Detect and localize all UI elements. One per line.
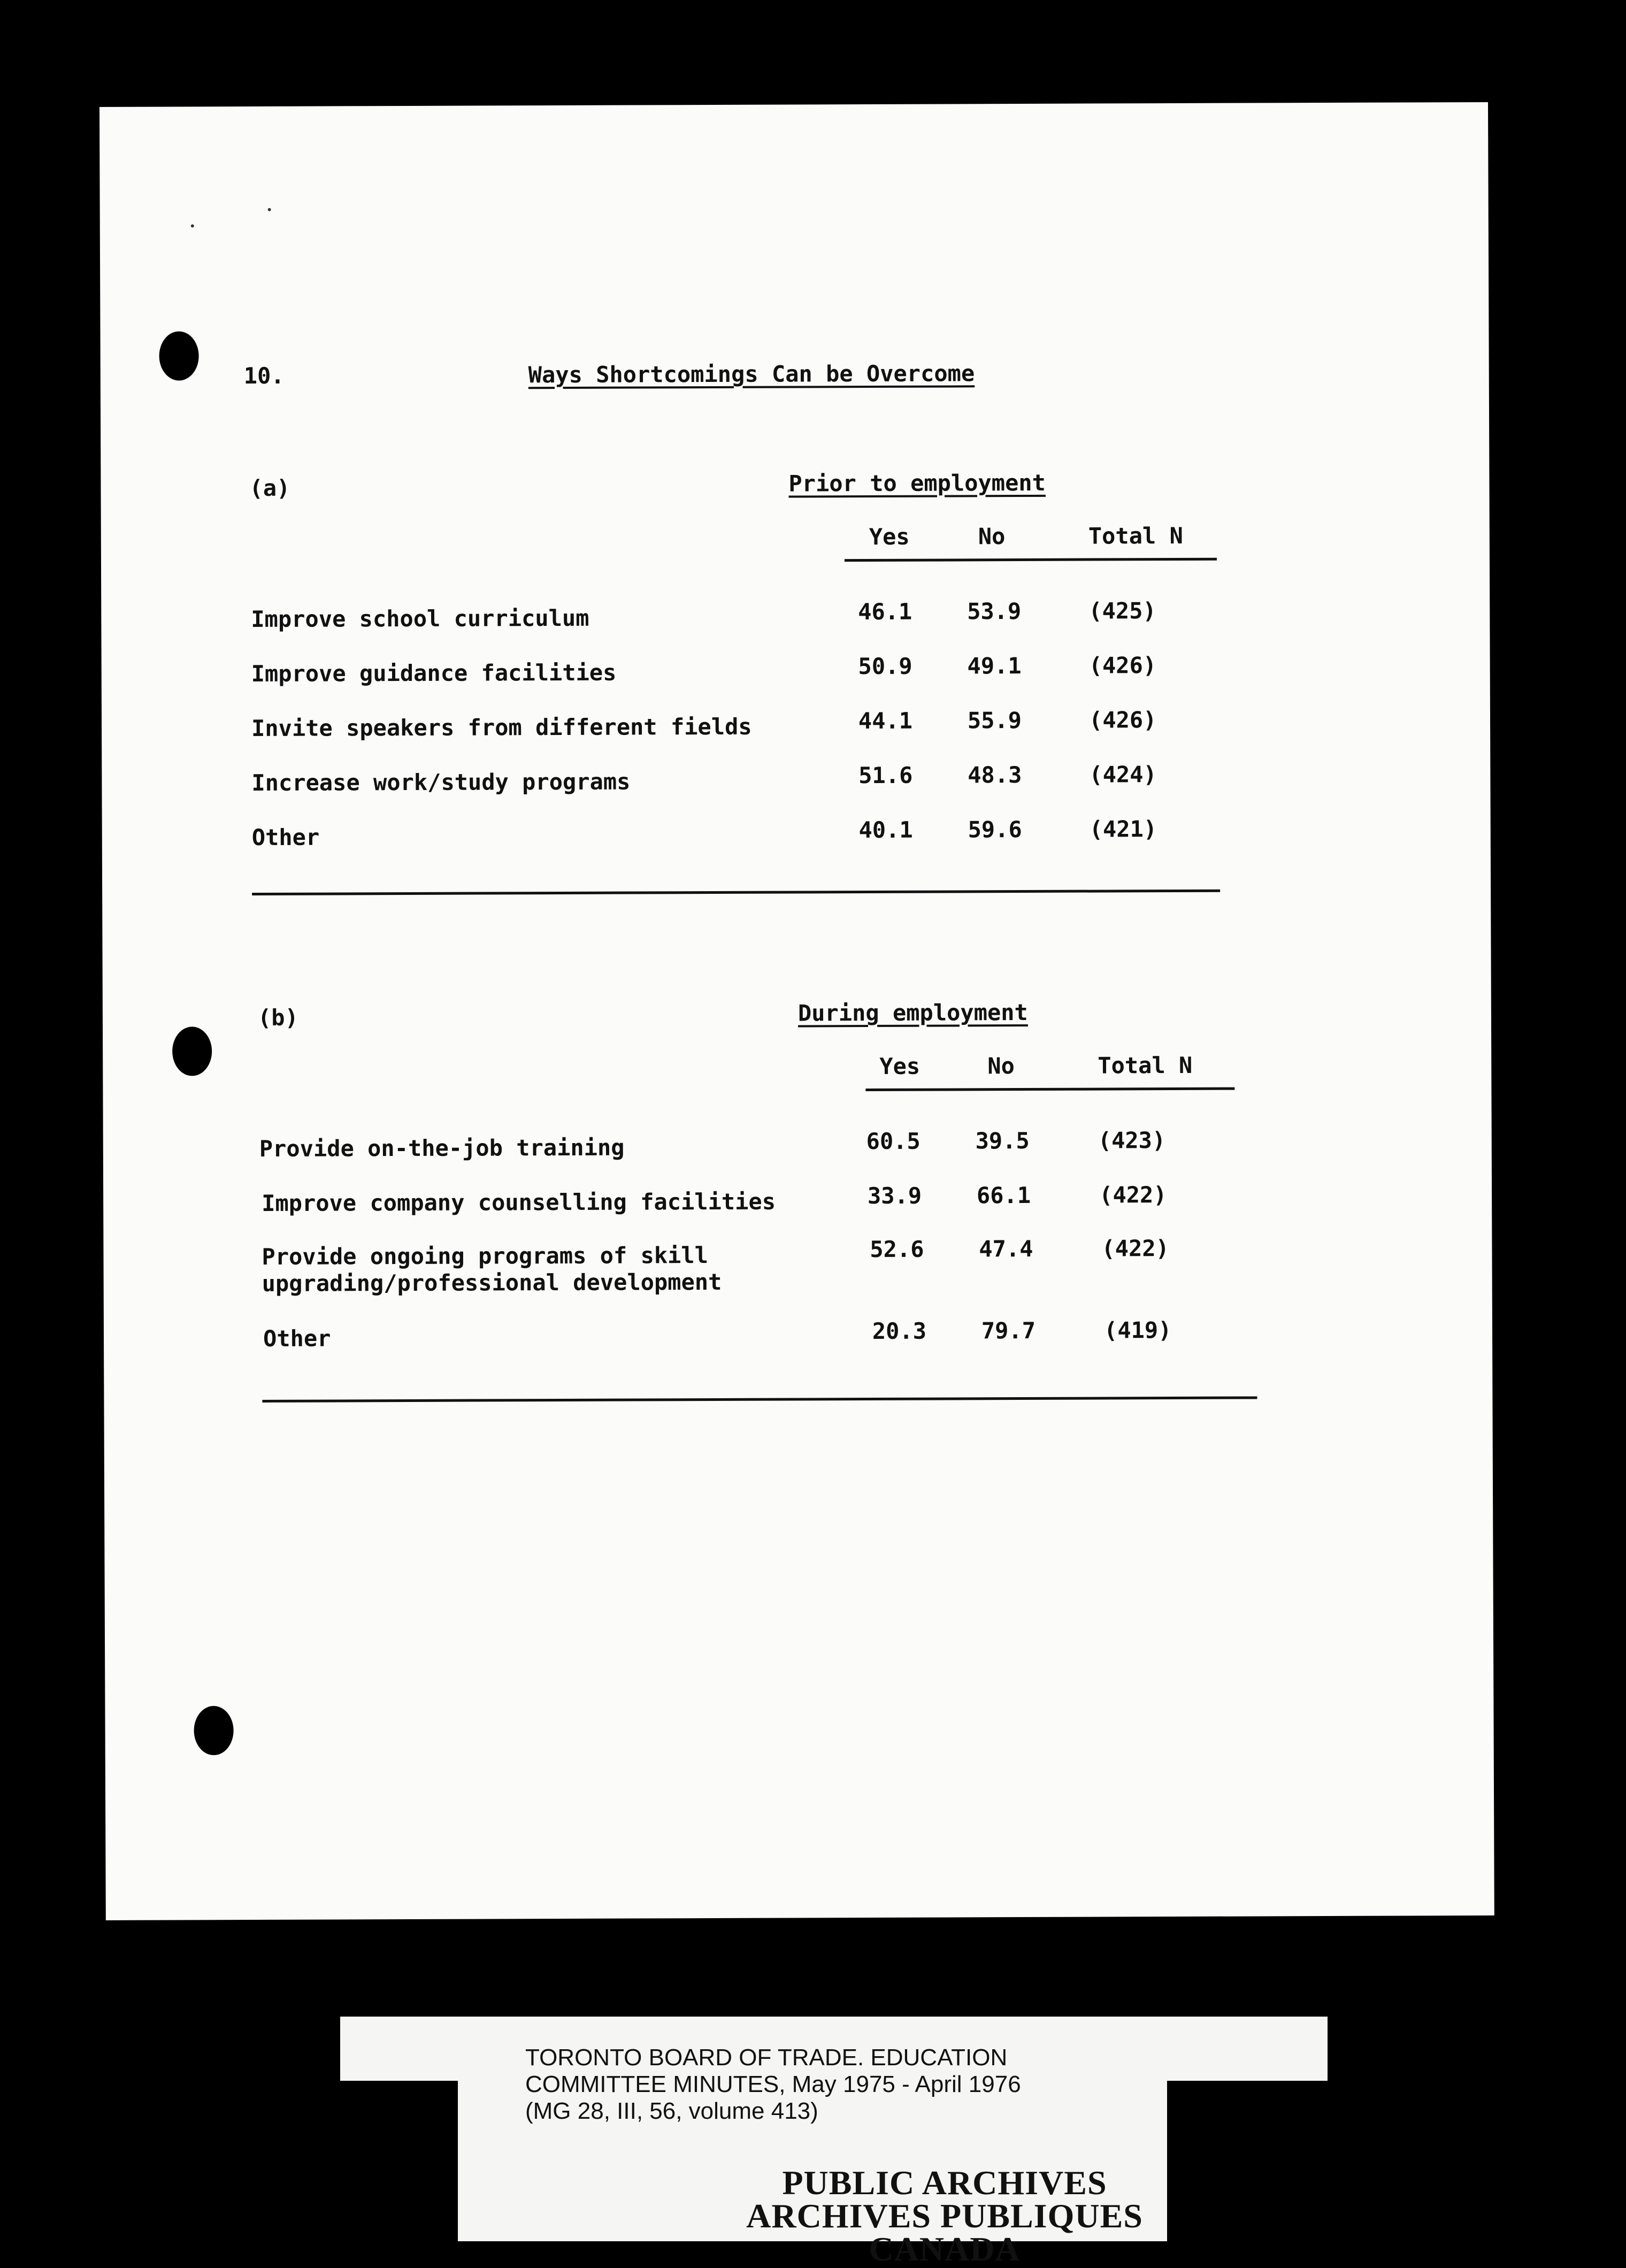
row-yes: 50.9 [858,653,912,680]
part-a-col-total: Total N [1088,522,1183,549]
row-item: Improve company counselling facilities [262,1188,776,1216]
stamp-line-3: CANADA [869,2230,1021,2268]
row-total: (425) [1088,597,1156,624]
citation-line-3: (MG 28, III, 56, volume 413) [525,2098,818,2124]
row-total: (424) [1089,761,1157,788]
row-total: (426) [1088,707,1157,733]
archive-citation [525,2044,1021,2125]
row-yes: 33.9 [867,1182,922,1209]
row-no: 55.9 [967,707,1022,734]
part-b-col-no: No [987,1053,1015,1079]
page-title: Ways Shortcomings Can be Overcome [528,360,975,388]
row-total: (419) [1103,1317,1172,1344]
row-no: 59.6 [968,816,1022,843]
part-b-bottom-rule [262,1396,1257,1402]
row-no: 66.1 [976,1182,1031,1209]
punch-hole-bottom [194,1706,233,1755]
citation-line-1: TORONTO BOARD OF TRADE. EDUCATION [525,2044,1008,2071]
row-yes: 60.5 [866,1128,921,1155]
part-a-col-yes: Yes [869,523,910,550]
row-yes: 40.1 [858,816,913,844]
row-item: Invite speakers from different fields [251,713,752,742]
part-a-col-no: No [978,523,1006,550]
stamp-line-1: PUBLIC ARCHIVES [782,2164,1107,2202]
part-a-label: (a) [249,474,290,502]
row-no: 39.5 [975,1127,1030,1154]
row-item: Increase work/study programs [251,768,631,796]
part-b-group-heading: During employment [797,999,1028,1026]
row-item: Improve guidance facilities [251,659,617,687]
part-b-label: (b) [257,1004,298,1031]
part-a-group-heading: Prior to employment [788,469,1046,497]
row-item-continued: upgrading/professional development [262,1268,722,1297]
row-no: 53.9 [967,597,1022,625]
speck [191,224,194,227]
row-yes: 46.1 [858,598,912,625]
row-no: 48.3 [968,761,1022,788]
row-yes: 20.3 [872,1317,927,1344]
row-yes: 44.1 [858,707,913,734]
row-no: 79.7 [981,1317,1036,1344]
part-b-col-total: Total N [1098,1052,1193,1079]
label-notch-right [1167,2081,1328,2241]
row-yes: 51.6 [858,762,913,789]
citation-line-2: COMMITTEE MINUTES, May 1975 - April 1976 [525,2071,1021,2097]
stamp-line-2: ARCHIVES PUBLIQUES [746,2197,1143,2235]
archives-stamp [704,2166,1185,2266]
punch-hole-top [159,331,198,380]
row-no: 49.1 [967,652,1022,679]
row-no: 47.4 [979,1235,1033,1262]
document-page [99,102,1494,1920]
row-total: (423) [1098,1127,1166,1154]
section-number: 10. [243,362,285,389]
row-total: (422) [1101,1235,1169,1262]
part-a-header-rule [845,558,1217,562]
part-b-col-yes: Yes [879,1053,921,1079]
part-b-header-rule [865,1087,1234,1091]
archive-label [340,2017,1328,2268]
speck [268,208,271,211]
row-item: Provide on-the-job training [259,1134,625,1162]
row-total: (421) [1089,816,1157,842]
row-item: Provide ongoing programs of skill [262,1242,709,1270]
row-item: Other [263,1325,331,1352]
row-item: Improve school curriculum [251,604,589,633]
row-yes: 52.6 [870,1236,924,1262]
label-notch-left [340,2081,458,2241]
row-total: (422) [1099,1182,1167,1208]
row-item: Other [251,824,320,851]
part-a-bottom-rule [252,890,1220,895]
row-total: (426) [1088,652,1157,679]
punch-hole-middle [172,1026,212,1076]
